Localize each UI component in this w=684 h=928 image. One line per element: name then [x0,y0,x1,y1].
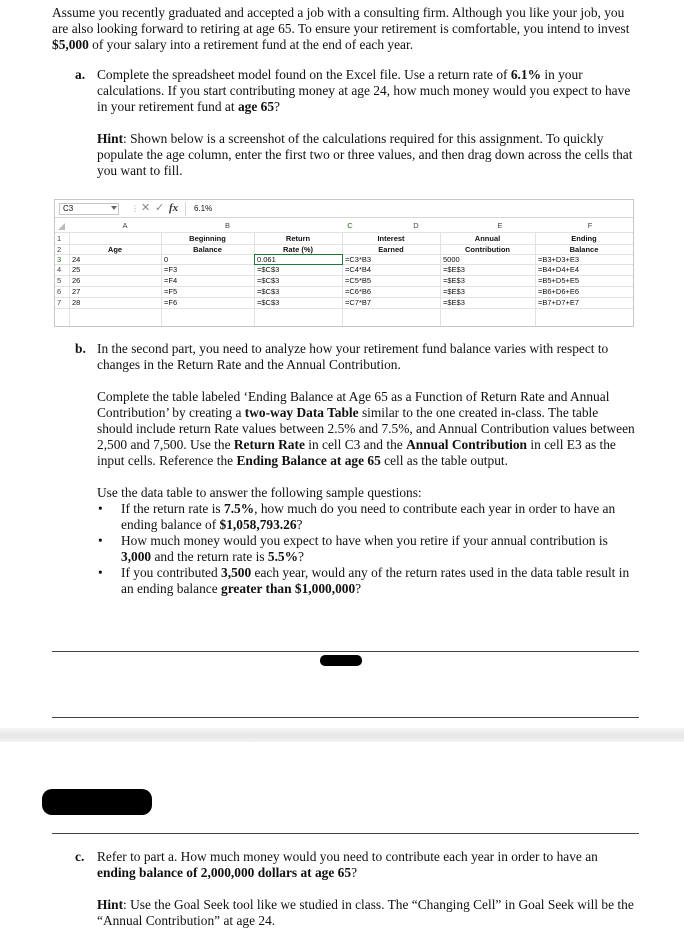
cell-c7[interactable]: =$C$3 [257,298,280,307]
page-break [0,728,684,742]
cell-a6[interactable]: 27 [72,287,81,296]
excel-screenshot [54,199,634,327]
cell-c4[interactable]: =$C$3 [257,265,280,274]
cell-d6[interactable]: =C6*B6 [345,287,372,296]
bullet-icon: • [98,533,103,548]
divider-line [52,651,639,652]
question-3: • If you contributed 3,500 each year, would any of the return rates used in the data table result in an ending balance greater than $1,000,000? [98,565,630,596]
header-beginning: Beginning [189,234,226,243]
cell-e3[interactable]: 5000 [443,255,460,264]
header-return: Return [285,234,311,243]
cell-b4[interactable]: =F3 [164,265,178,274]
row-header-7[interactable]: 7 [57,298,62,307]
name-box[interactable]: C3 [59,203,119,215]
header-ending-2: Balance [569,245,599,254]
insert-function-icon[interactable]: fx [169,202,179,214]
row-header-1[interactable]: 1 [57,234,62,243]
cell-b5[interactable]: =F4 [164,276,178,285]
divider-line [52,717,639,718]
column-header-f[interactable]: F [587,221,593,230]
cell-f4[interactable]: =B4+D4+E4 [538,265,580,274]
column-header-c[interactable]: C [347,221,353,230]
cell-b7[interactable]: =F6 [164,298,178,307]
part-a [75,67,635,179]
header-interest-2: Earned [378,245,404,254]
part-c-text: Refer to part a. How much money would you need to contribute each year in order to have an ending balance of 2,000,000 dollars at age 65? [97,849,598,880]
cell-d5[interactable]: =C5*B5 [345,276,372,285]
part-a-hint: Hint: Shown below is a screenshot of the calculations required for this assignment. To quickly populate the age column, enter the first two or three values, and then drag down across the cells that you want to fill. [97,131,633,178]
cell-d7[interactable]: =C7*B7 [345,298,372,307]
intro-paragraph: Assume you recently graduated and accepted a job with a consulting firm. Although you like your job, you are also looking forward to retiring at age 65. To ensure your retirement is comfortable, you intend to invest $5,000 of your salary into a retirement fund at the end of each year. [52,5,630,52]
row-header-6[interactable]: 6 [57,287,62,296]
part-c-label: c. [75,849,85,864]
select-all-icon[interactable] [58,223,65,230]
row-header-3[interactable]: 3 [57,255,62,264]
cell-a3[interactable]: 24 [72,255,81,264]
cell-b3[interactable]: 0 [164,255,169,264]
header-ending: Ending [571,234,597,243]
formula-bar-grip-icon: ⋮ [131,204,139,213]
header-age: Age [107,245,123,254]
cell-a4[interactable]: 25 [72,265,81,274]
cell-e4[interactable]: =$E$3 [443,265,465,274]
header-annual-2: Contribution [465,245,510,254]
redaction-mark [42,789,152,815]
row-header-4[interactable]: 4 [57,265,62,274]
part-c-hint: Hint: Use the Goal Seek tool like we studied in class. The “Changing Cell” in Goal Seek will be the “Annual Contribution” at age 24. [97,897,634,928]
redaction-mark [320,655,362,666]
row-header-5[interactable]: 5 [57,276,62,285]
cell-f6[interactable]: =B6+D6+E6 [538,287,580,296]
column-header-d[interactable]: D [413,221,419,230]
cell-d4[interactable]: =C4*B4 [345,265,372,274]
cell-f7[interactable]: =B7+D7+E7 [538,298,580,307]
cell-a7[interactable]: 28 [72,298,81,307]
bullet-icon: • [98,501,103,516]
row-header-2[interactable]: 2 [57,245,62,254]
part-c [75,849,635,928]
part-b-intro: In the second part, you need to analyze how your retirement fund balance varies with respect to changes in the Return Rate and the Annual Contribution. [97,341,609,372]
cell-d3[interactable]: =C3*B3 [345,255,372,264]
cell-c3[interactable]: 0.061 [257,255,276,264]
name-box-dropdown-icon[interactable] [111,206,117,210]
question-1: • If the return rate is 7.5%, how much do you need to contribute each year in order to have an ending balance of $1,058,793.26? [98,501,616,532]
cell-e7[interactable]: =$E$3 [443,298,465,307]
confirm-icon[interactable]: ✓ [155,202,165,214]
cell-f3[interactable]: =B3+D3+E3 [538,255,580,264]
column-header-e[interactable]: E [497,221,503,230]
header-interest: Interest [377,234,405,243]
cell-e5[interactable]: =$E$3 [443,276,465,285]
cell-f5[interactable]: =B5+D5+E5 [538,276,580,285]
cancel-icon[interactable]: ✕ [141,202,151,214]
part-b-instructions: Complete the table labeled ‘Ending Balance at Age 65 as a Function of Return Rate and Annual Contribution’ by creating a two-way Data Table similar to the one created in-class. The table should include return Rate values between 2.5% and 7.5%, and Annual Contribution values between 2,500 and 7,500. Use the Return Rate in cell C3 and the Annual Contribution in cell E3 as the input cells. Reference the Ending Balance at age 65 cell as the table output. [97,389,635,468]
header-beginning-2: Balance [193,245,222,254]
question-2: • How much money would you expect to have when you retire if your annual contribution is 3,000 and the return rate is 5.5%? [98,533,608,564]
cell-b6[interactable]: =F5 [164,287,178,296]
header-return-2: Rate (%) [282,245,313,254]
column-header-a[interactable]: A [122,221,128,230]
part-a-label: a. [75,67,86,82]
question-list [95,501,635,597]
active-cell-outline [254,254,343,265]
divider-line [52,833,639,834]
cell-e6[interactable]: =$E$3 [443,287,465,296]
formula-bar [55,200,633,218]
cell-c6[interactable]: =$C$3 [257,287,280,296]
header-annual: Annual [474,234,501,243]
column-header-b[interactable]: B [224,221,230,230]
cell-c5[interactable]: =$C$3 [257,276,280,285]
bullet-icon: • [98,565,103,580]
part-b-label: b. [75,341,86,356]
formula-input[interactable]: 6.1% [185,202,629,216]
part-b [75,341,635,597]
cell-a5[interactable]: 26 [72,276,81,285]
part-a-text: Complete the spreadsheet model found on the Excel file. Use a return rate of 6.1% in your calculations. If you start contributing money at age 24, how much money would you expect to have in your retirement fund at age 65? [97,67,631,114]
part-b-questions-intro: Use the data table to answer the following sample questions: [97,485,422,500]
